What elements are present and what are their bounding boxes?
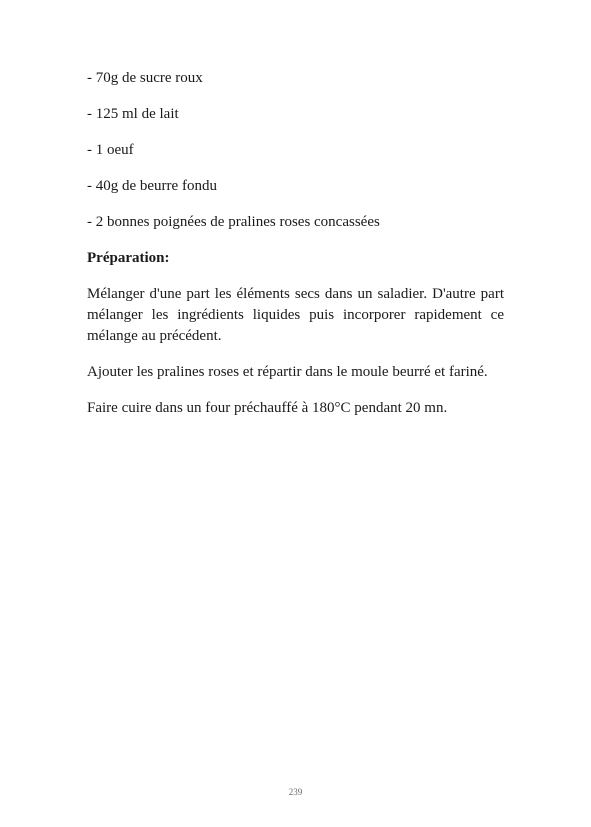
preparation-paragraph: Mélanger d'une part les éléments secs dans un saladier. D'autre part mélanger les ingrédients liquides puis incorporer rapidement ce mélange au précédent. — [87, 286, 504, 344]
page-number: 239 — [288, 787, 303, 797]
ingredient-item: - 70g de sucre roux — [87, 70, 203, 86]
preparation-paragraph: Ajouter les pralines roses et répartir dans le moule beurré et fariné. — [87, 364, 488, 380]
preparation-heading: Préparation: — [87, 250, 170, 266]
preparation-paragraph: Faire cuire dans un four préchauffé à 180°C pendant 20 mn. — [87, 400, 448, 416]
recipe-content — [87, 68, 504, 434]
ingredient-item: - 40g de beurre fondu — [87, 178, 217, 194]
ingredient-list — [87, 68, 504, 233]
ingredient-item: - 2 bonnes poignées de pralines roses concassées — [87, 214, 380, 230]
ingredient-item: - 1 oeuf — [87, 142, 134, 158]
ingredient-item: - 125 ml de lait — [87, 106, 179, 122]
